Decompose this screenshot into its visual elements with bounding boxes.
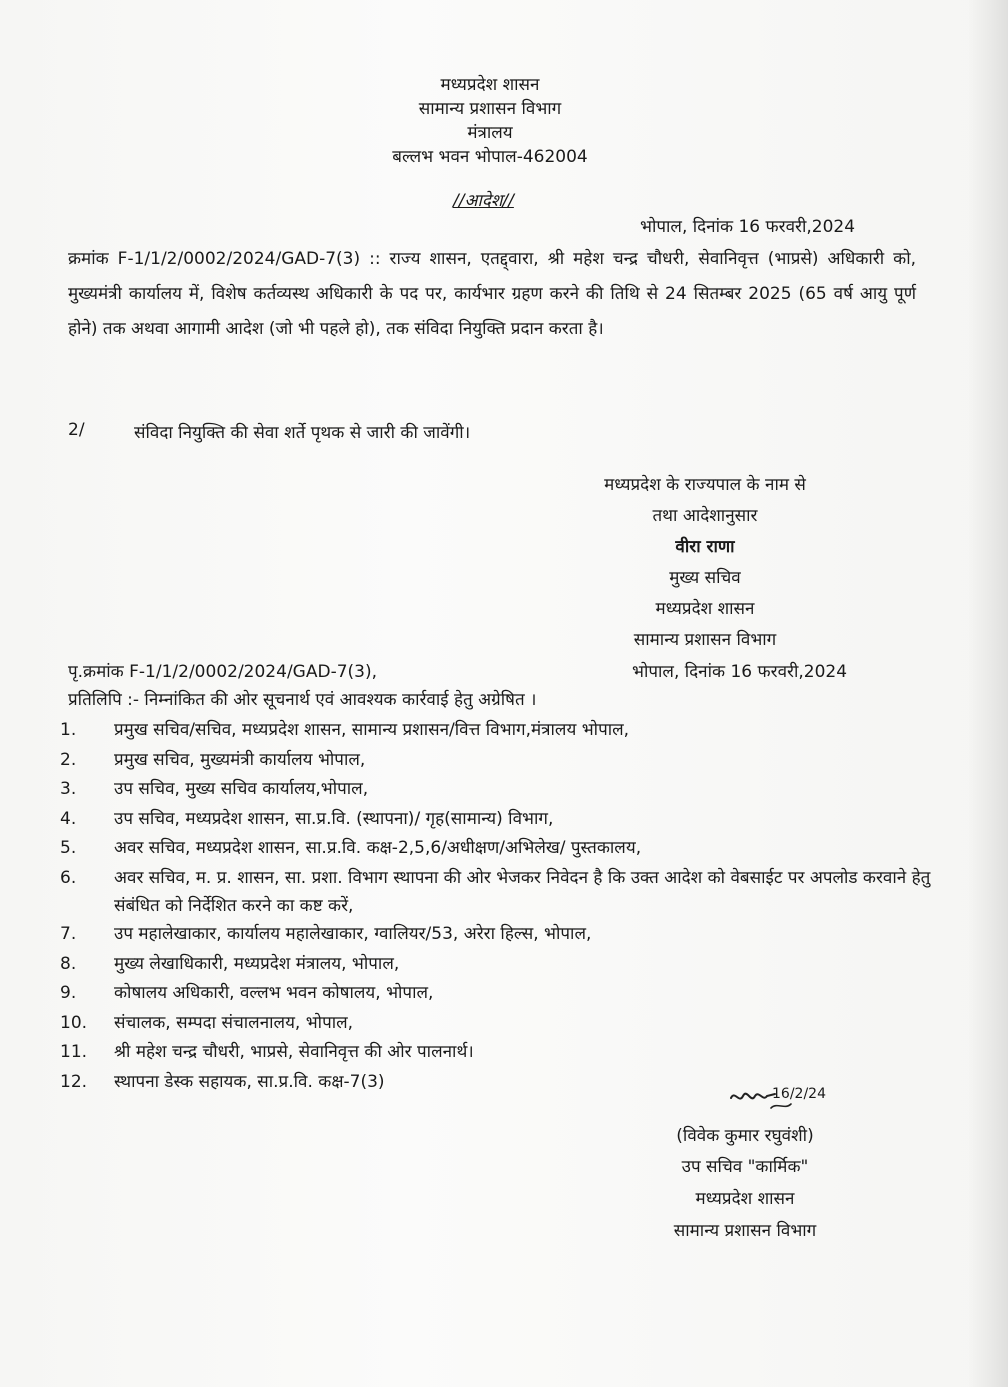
page-edge-shadow (968, 0, 1008, 1387)
signatory-name: वीरा राणा (675, 537, 735, 557)
copy-list (60, 716, 940, 1098)
paragraph-2-number: 2/ (68, 420, 85, 440)
signature-authority-line: मध्यप्रदेश के राज्यपाल के नाम से (604, 475, 806, 495)
handwritten-date: 16/2/24 (772, 1086, 826, 1102)
header-state: मध्यप्रदेश शासन (440, 75, 540, 95)
undersigned-name: (विवेक कुमार रघुवंशी) (676, 1126, 814, 1146)
list-item: 5. अवर सचिव, मध्यप्रदेश शासन, सा.प्र.वि. कक्ष-2,5,6/अधीक्षण/अभिलेख/ पुस्तकालय, (60, 838, 642, 859)
endorsement-ref-number: पृ.क्रमांक F-1/1/2/0002/2024/GAD-7(3), (68, 662, 377, 682)
list-item: 7. उप महालेखाकार, कार्यालय महालेखाकार, ग्वालियर/53, अरेरा हिल्स, भोपाल, (60, 923, 592, 944)
list-item: 9. कोषालय अधिकारी, वल्लभ भवन कोषालय, भोपाल, (60, 983, 434, 1004)
undersigned-designation: उप सचिव "कार्मिक" (681, 1157, 809, 1177)
signatory-designation: मुख्य सचिव (669, 568, 741, 588)
copy-to-line: प्रतिलिपि :- निम्नांकित की ओर सूचनार्थ एवं आवश्यक कार्रवाई हेतु अग्रेषित । (68, 690, 537, 710)
endorsement-date: भोपाल, दिनांक 16 फरवरी,2024 (632, 662, 848, 682)
list-item: 1. प्रमुख सचिव/सचिव, मध्यप्रदेश शासन, सामान्य प्रशासन/वित्त विभाग,मंत्रालय भोपाल, (60, 720, 630, 740)
undersigned-state: मध्यप्रदेश शासन (695, 1189, 795, 1209)
paragraph-2-text: संविदा नियुक्ति की सेवा शर्ते पृथक से जारी की जावेंगी। (134, 423, 471, 443)
undersigned-department: सामान्य प्रशासन विभाग (673, 1221, 817, 1241)
header-department: सामान्य प्रशासन विभाग (418, 99, 562, 119)
list-item: 8. मुख्य लेखाधिकारी, मध्यप्रदेश मंत्रालय, भोपाल, (60, 953, 400, 974)
list-item: 2. प्रमुख सचिव, मुख्यमंत्री कार्यालय भोपाल, (60, 749, 366, 770)
list-item: 3. उप सचिव, मुख्य सचिव कार्यालय,भोपाल, (60, 779, 369, 800)
order-title: //आदेश// (453, 191, 514, 211)
signature-authority-line-2: तथा आदेशानुसार (652, 506, 758, 526)
order-paragraph-1: क्रमांक F-1/1/2/0002/2024/GAD-7(3) :: राज्य शासन, एतद्द्वारा, श्री महेश चन्द्र चौधरी, सेवानिवृत्त (भाप्रसे) अधिकारी को, मुख्यमंत्री कार्यालय में, विशेष कर्तव्यस्थ अधिकारी के पद पर, कार्यभार ग्रहण करने की तिथि से 24 सितम्बर 2025 (65 वर्ष आयु पूर्ण होने) तक अथवा आगामी आदेश (जो भी पहले हो), तक संविदा नियुक्ति प्रदान करता है। (68, 249, 916, 339)
list-item: 11. श्री महेश चन्द्र चौधरी, भाप्रसे, सेवानिवृत्त की ओर पालनार्थ। (60, 1042, 474, 1063)
order-date: भोपाल, दिनांक 16 फरवरी,2024 (640, 217, 856, 237)
list-item: 6. अवर सचिव, म. प्र. शासन, सा. प्रशा. विभाग स्थापना की ओर भेजकर निवेदन है कि उक्त आदेश को वेबसाईट पर अपलोड करवाने हेतु संबंधित को निर्देशित करने का कष्ट करें, (60, 867, 931, 916)
signatory-state: मध्यप्रदेश शासन (655, 599, 755, 619)
signatory-department: सामान्य प्रशासन विभाग (633, 630, 777, 650)
header-address: बल्लभ भवन भोपाल-462004 (392, 147, 588, 167)
list-item: 10. संचालक, सम्पदा संचालनालय, भोपाल, (60, 1012, 354, 1033)
header-ministry: मंत्रालय (467, 123, 513, 143)
list-item: 4. उप सचिव, मध्यप्रदेश शासन, सा.प्र.वि. (स्थापना)/ गृह(सामान्य) विभाग, (60, 808, 554, 829)
list-item: 12. स्थापना डेस्क सहायक, सा.प्र.वि. कक्ष-7(3) (60, 1071, 385, 1092)
